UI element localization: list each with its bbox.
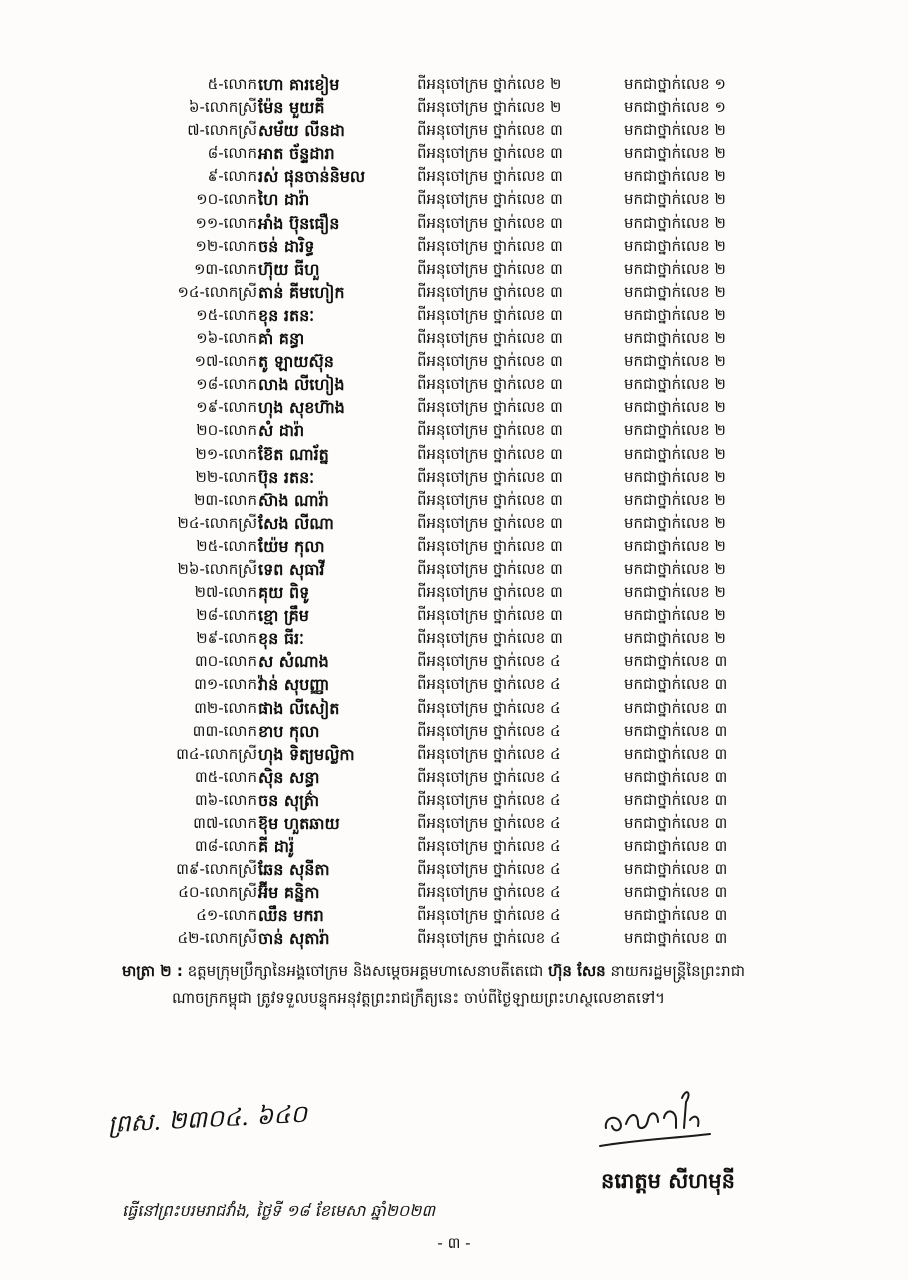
list-item [0, 373, 908, 396]
entry-to-rank: មកជាថ្នាក់លេខ ៣ [624, 790, 728, 809]
list-item [0, 258, 908, 281]
entry-prefix: ៤២-លោកស្រី [177, 929, 257, 948]
entry-from-rank: ពីអនុចៅក្រម ថ្នាក់លេខ ៣ [417, 121, 563, 140]
article-2 [122, 958, 822, 1012]
entry-prefix: ១៦-លោក [196, 329, 257, 348]
entry-to-rank: មកជាថ្នាក់លេខ ២ [624, 236, 726, 255]
entry-name: ទេព សុធាវី [258, 559, 325, 579]
entry-to-rank: មកជាថ្នាក់លេខ ២ [624, 559, 726, 578]
list-item [0, 119, 908, 142]
entry-from-rank: ពីអនុចៅក្រម ថ្នាក់លេខ ៤ [417, 652, 561, 671]
entry-from-rank: ពីអនុចៅក្រម ថ្នាក់លេខ ៤ [417, 698, 561, 717]
entry-to-rank: មកជាថ្នាក់លេខ ៣ [624, 675, 728, 694]
entry-from-rank: ពីអនុចៅក្រម ថ្នាក់លេខ ២ [417, 75, 562, 93]
entry-name: ខុន ធីរៈ [258, 629, 304, 649]
entry-name: លាង លីហៀង [258, 375, 345, 395]
list-item [0, 673, 908, 696]
entry-to-rank: មកជាថ្នាក់លេខ ២ [624, 606, 726, 625]
entry-from-rank: ពីអនុចៅក្រម ថ្នាក់លេខ ៤ [417, 721, 561, 740]
entry-name: ហៃ ដារ៉ា [258, 190, 310, 210]
entry-from-rank: ពីអនុចៅក្រម ថ្នាក់លេខ ៤ [417, 860, 561, 879]
list-item [0, 73, 908, 96]
list-item [0, 396, 908, 419]
list-item [0, 212, 908, 235]
entry-name: សម័យ លីនដា [258, 121, 345, 141]
entry-from-rank: ពីអនុចៅក្រម ថ្នាក់លេខ ៣ [417, 329, 563, 348]
entry-name: ខាប កុលា [258, 721, 320, 741]
entry-from-rank: ពីអនុចៅក្រម ថ្នាក់លេខ ៣ [417, 559, 563, 578]
entry-prefix: ១៣-លោក [194, 259, 257, 278]
list-item [0, 812, 908, 835]
entry-from-rank: ពីអនុចៅក្រម ថ្នាក់លេខ ៤ [417, 837, 561, 856]
entry-prefix: ១៨-លោក [196, 375, 257, 394]
appointment-list [0, 73, 908, 951]
entry-prefix: ៣១-លោក [194, 675, 257, 694]
entry-prefix: ៣៣-លោក [192, 721, 257, 740]
entry-name: ស៊ិន សន្ធា [258, 767, 320, 787]
list-item [0, 304, 908, 327]
entry-to-rank: មកជាថ្នាក់លេខ ២ [624, 490, 726, 509]
entry-to-rank: មកជាថ្នាក់លេខ ៣ [624, 698, 728, 717]
entry-to-rank: មកជាថ្នាក់លេខ ២ [624, 398, 726, 417]
entry-to-rank: មកជាថ្នាក់លេខ ២ [624, 282, 726, 301]
entry-prefix: ៣២-លោក [194, 698, 257, 717]
entry-to-rank: មកជាថ្នាក់លេខ ៣ [624, 837, 728, 856]
entry-name: រស់ ផុនចាន់និមល [258, 167, 366, 187]
entry-to-rank: មកជាថ្នាក់លេខ ២ [624, 121, 726, 140]
entry-prefix: ៣៩-លោកស្រី [176, 860, 257, 879]
entry-to-rank: មកជាថ្នាក់លេខ ៣ [624, 767, 728, 786]
entry-to-rank: មកជាថ្នាក់លេខ ២ [624, 190, 726, 209]
entry-to-rank: មកជាថ្នាក់លេខ ៣ [624, 883, 728, 902]
entry-from-rank: ពីអនុចៅក្រម ថ្នាក់លេខ ៣ [417, 629, 563, 648]
list-item [0, 858, 908, 881]
entry-from-rank: ពីអនុចៅក្រម ថ្នាក់លេខ ៣ [417, 213, 563, 232]
entry-prefix: ៤១-លោក [196, 906, 257, 925]
entry-to-rank: មកជាថ្នាក់លេខ ២ [624, 467, 726, 486]
entry-name: គី ដារ៉ូ [258, 837, 295, 857]
list-item [0, 443, 908, 466]
list-item [0, 512, 908, 535]
entry-prefix: ២៦-លោកស្រី [177, 559, 257, 578]
list-item [0, 466, 908, 489]
list-item [0, 904, 908, 927]
entry-name: ស សំណាង [258, 652, 329, 672]
entry-to-rank: មកជាថ្នាក់លេខ ៣ [624, 721, 728, 740]
entry-name: អាត ច័ន្ទដារា [258, 144, 335, 164]
entry-name: គុយ ពិទូ [258, 583, 310, 603]
entry-name: ហោ គារខៀម [258, 75, 340, 94]
entry-to-rank: មកជាថ្នាក់លេខ ៣ [624, 906, 728, 925]
list-item [0, 766, 908, 789]
list-item [0, 927, 908, 950]
entry-name: ចន សុត៌្រា [258, 790, 320, 810]
entry-name: ចាន់ សុតារ៉ា [258, 929, 330, 949]
entry-from-rank: ពីអនុចៅក្រម ថ្នាក់លេខ ៣ [417, 259, 563, 278]
entry-from-rank: ពីអនុចៅក្រម ថ្នាក់លេខ ៤ [417, 744, 561, 763]
entry-from-rank: ពីអនុចៅក្រម ថ្នាក់លេខ ៤ [417, 929, 561, 948]
entry-to-rank: មកជាថ្នាក់លេខ ១ [624, 98, 726, 117]
entry-prefix: ១៩-លោក [196, 398, 257, 417]
entry-to-rank: មកជាថ្នាក់លេខ ២ [624, 444, 726, 463]
entry-from-rank: ពីអនុចៅក្រម ថ្នាក់លេខ ៣ [417, 352, 563, 371]
entry-name: ហុង សុខហ៊ាង [258, 398, 345, 418]
entry-to-rank: មកជាថ្នាក់លេខ ២ [624, 305, 726, 324]
entry-from-rank: ពីអនុចៅក្រម ថ្នាក់លេខ ៣ [417, 236, 563, 255]
entry-from-rank: ពីអនុចៅក្រម ថ្នាក់លេខ ២ [417, 98, 562, 117]
list-item [0, 281, 908, 304]
entry-prefix: ៣៧-លោក [193, 814, 257, 832]
entry-name: ខ៊ែត ណារ័ត្ន [258, 444, 329, 464]
entry-to-rank: មកជាថ្នាក់លេខ ២ [624, 144, 726, 163]
date-line: ធ្វើនៅព្រះបរមរាជវាំង, ថ្ងៃទី ១៨ ខែមេសា ឆ្នាំ២០២៣ [122, 1201, 436, 1220]
entry-from-rank: ពីអនុចៅក្រម ថ្នាក់លេខ ៣ [417, 606, 563, 625]
list-item [0, 581, 908, 604]
entry-to-rank: មកជាថ្នាក់លេខ ៣ [624, 652, 728, 671]
entry-prefix: ២៧-លោក [194, 583, 257, 602]
list-item [0, 720, 908, 743]
list-item [0, 165, 908, 188]
article-text-b: នាយករដ្ឋមន្ត្រីនៃព្រះរាជា [610, 962, 745, 980]
entry-to-rank: មកជាថ្នាក់លេខ ២ [624, 421, 726, 440]
entry-prefix: ៥-លោក [207, 75, 257, 93]
entry-from-rank: ពីអនុចៅក្រម ថ្នាក់លេខ ៤ [417, 883, 561, 902]
entry-prefix: ៤០-លោកស្រី [178, 883, 257, 902]
entry-name: ខុន រតនៈ [258, 305, 315, 325]
entry-name: ផាង លីសៀត [258, 698, 340, 718]
list-item [0, 327, 908, 350]
entry-prefix: ៣៥-លោក [194, 767, 257, 786]
list-item [0, 535, 908, 558]
handwritten-reference: ព្រស. ២៣០៤. ៦៤០ [107, 1099, 308, 1139]
entry-from-rank: ពីអនុចៅក្រម ថ្នាក់លេខ ៣ [417, 144, 563, 163]
entry-from-rank: ពីអនុចៅក្រម ថ្នាក់លេខ ៤ [417, 906, 561, 925]
entry-prefix: ១២-លោក [195, 236, 257, 255]
entry-to-rank: មកជាថ្នាក់លេខ ២ [624, 259, 726, 278]
entry-from-rank: ពីអនុចៅក្រម ថ្នាក់លេខ ៣ [417, 490, 563, 509]
entry-name: អាំង ប៊ុនធឿន [258, 213, 340, 233]
entry-from-rank: ពីអនុចៅក្រម ថ្នាក់លេខ ៣ [417, 167, 563, 186]
entry-from-rank: ពីអនុចៅក្រម ថ្នាក់លេខ ៣ [417, 190, 563, 209]
entry-name: តូ ឡាយស៊ុន [258, 352, 334, 372]
entry-from-rank: ពីអនុចៅក្រម ថ្នាក់លេខ ៣ [417, 305, 563, 324]
article-line-2: ណាចក្រកម្ពុជា ត្រូវទទួលបន្ទុកអនុវត្តព្រះរាជក្រឹត្យនេះ ចាប់ពីថ្ងៃឡាយព្រះហស្ថលេខាតទៅ។ [172, 989, 666, 1007]
entry-from-rank: ពីអនុចៅក្រម ថ្នាក់លេខ ៣ [417, 513, 563, 532]
entry-name: សំ ដារ៉ា [258, 421, 305, 441]
entry-prefix: ៨-លោក [207, 144, 257, 163]
list-item [0, 835, 908, 858]
list-item [0, 188, 908, 211]
list-item [0, 604, 908, 627]
royal-signature [586, 1068, 716, 1158]
entry-name: យ៉ែម កុលា [258, 536, 325, 556]
entry-name: តាន់ គីមហៀក [258, 282, 345, 302]
entry-name: ឆែន សុនីតា [258, 860, 330, 880]
entry-prefix: ៣៨-លោក [194, 837, 257, 856]
entry-prefix: ២០-លោក [196, 421, 257, 440]
list-item [0, 697, 908, 720]
entry-from-rank: ពីអនុចៅក្រម ថ្នាក់លេខ ៣ [417, 583, 563, 602]
entry-from-rank: ពីអនុចៅក្រម ថ្នាក់លេខ ៣ [417, 375, 563, 394]
list-item [0, 789, 908, 812]
entry-to-rank: មកជាថ្នាក់លេខ ៣ [624, 929, 728, 948]
entry-prefix: ៧-លោកស្រី [187, 121, 257, 140]
article-line-1 [122, 958, 822, 985]
entry-prefix: ២៥-លោក [196, 536, 257, 555]
entry-from-rank: ពីអនុចៅក្រម ថ្នាក់លេខ ៣ [417, 398, 563, 417]
entry-name: ហ៊ុយ ធីហួ [258, 259, 320, 279]
entry-to-rank: មកជាថ្នាក់លេខ ២ [624, 213, 726, 232]
list-item [0, 96, 908, 119]
page-number: - ៣ - [437, 1234, 471, 1252]
entry-prefix: ២៨-លោក [196, 606, 257, 625]
entry-prefix: ៣០-លោក [194, 652, 257, 671]
entry-prefix: ៦-លោកស្រី [188, 98, 257, 117]
entry-prefix: ២៤-លោកស្រី [177, 513, 257, 532]
entry-prefix: ២១-លោក [195, 444, 257, 463]
entry-name: អ៊ីម គន្និកា [258, 883, 320, 903]
entry-prefix: ៣៤-លោកស្រី [176, 744, 257, 763]
entry-name: ម៉ែន មួយគី [258, 98, 325, 118]
entry-from-rank: ពីអនុចៅក្រម ថ្នាក់លេខ ៤ [417, 814, 561, 832]
entry-name: ប៊ុន រតនៈ [258, 467, 315, 487]
article-name: ហ៊ុន សែន [548, 962, 606, 980]
entry-from-rank: ពីអនុចៅក្រម ថ្នាក់លេខ ៤ [417, 767, 561, 786]
entry-to-rank: មកជាថ្នាក់លេខ ២ [624, 629, 726, 648]
entry-from-rank: ពីអនុចៅក្រម ថ្នាក់លេខ ៣ [417, 467, 563, 486]
list-item [0, 489, 908, 512]
entry-name: គាំ គន្ធា [258, 329, 305, 349]
entry-name: ឈឹន មករា [258, 906, 324, 926]
list-item [0, 142, 908, 165]
entry-to-rank: មកជាថ្នាក់លេខ ៣ [624, 814, 728, 832]
entry-prefix: ១៧-លោក [194, 352, 257, 371]
list-item [0, 743, 908, 766]
list-item [0, 350, 908, 373]
entry-to-rank: មកជាថ្នាក់លេខ ២ [624, 167, 726, 186]
list-item [0, 558, 908, 581]
signer-name: នរោត្តម សីហមុនី [601, 1169, 735, 1193]
list-item [0, 419, 908, 442]
entry-name: វ៉ាន់ សុបញ្ញា [258, 675, 330, 695]
entry-to-rank: មកជាថ្នាក់លេខ ២ [624, 329, 726, 348]
entry-prefix: ២២-លោក [195, 467, 257, 486]
entry-to-rank: មកជាថ្នាក់លេខ ២ [624, 583, 726, 602]
entry-prefix: ១០-លោក [196, 190, 257, 209]
entry-prefix: ២៩-លោក [196, 629, 257, 648]
entry-prefix: ១៥-លោក [196, 305, 257, 324]
article-label: មាត្រា ២ : [122, 962, 183, 980]
entry-to-rank: មកជាថ្នាក់លេខ ២ [624, 513, 726, 532]
entry-to-rank: មកជាថ្នាក់លេខ ២ [624, 352, 726, 371]
entry-from-rank: ពីអនុចៅក្រម ថ្នាក់លេខ ៣ [417, 444, 563, 463]
entry-from-rank: ពីអនុចៅក្រម ថ្នាក់លេខ ៤ [417, 675, 561, 694]
entry-name: ហុង ទិត្យមល្លិកា [258, 744, 355, 764]
entry-from-rank: ពីអនុចៅក្រម ថ្នាក់លេខ ៣ [417, 421, 563, 440]
entry-name: ស៊ាង ណារ៉ា [258, 490, 329, 510]
entry-to-rank: មកជាថ្នាក់លេខ ២ [624, 375, 726, 394]
list-item [0, 881, 908, 904]
entry-to-rank: មកជាថ្នាក់លេខ ១ [624, 75, 726, 93]
entry-prefix: ១៤-លោកស្រី [177, 282, 257, 301]
entry-to-rank: មកជាថ្នាក់លេខ ២ [624, 536, 726, 555]
entry-prefix: ២៣-លោក [194, 490, 257, 509]
list-item [0, 627, 908, 650]
entry-name: ខ្មោ គ្រឹម [258, 606, 309, 626]
entry-name: ខ៊ុម ហួតឆាយ [258, 814, 340, 833]
article-text-a: ឧត្តមក្រុមប្រឹក្សានៃអង្គចៅក្រម និងសម្តេចអគ្គមហាសេនាបតីតេជោ [187, 962, 544, 980]
entry-to-rank: មកជាថ្នាក់លេខ ៣ [624, 744, 728, 763]
entry-name: ចន់ ដារិទ្ធ [258, 236, 315, 256]
entry-from-rank: ពីអនុចៅក្រម ថ្នាក់លេខ ៤ [417, 790, 561, 809]
entry-from-rank: ពីអនុចៅក្រម ថ្នាក់លេខ ៣ [417, 536, 563, 555]
entry-prefix: ៣៦-លោក [194, 790, 257, 809]
entry-to-rank: មកជាថ្នាក់លេខ ៣ [624, 860, 728, 879]
entry-prefix: ៩-លោក [207, 167, 257, 186]
entry-from-rank: ពីអនុចៅក្រម ថ្នាក់លេខ ៣ [417, 282, 563, 301]
entry-prefix: ១១-លោក [195, 213, 257, 232]
list-item [0, 650, 908, 673]
entry-name: សែង លីណា [258, 513, 334, 533]
list-item [0, 235, 908, 258]
